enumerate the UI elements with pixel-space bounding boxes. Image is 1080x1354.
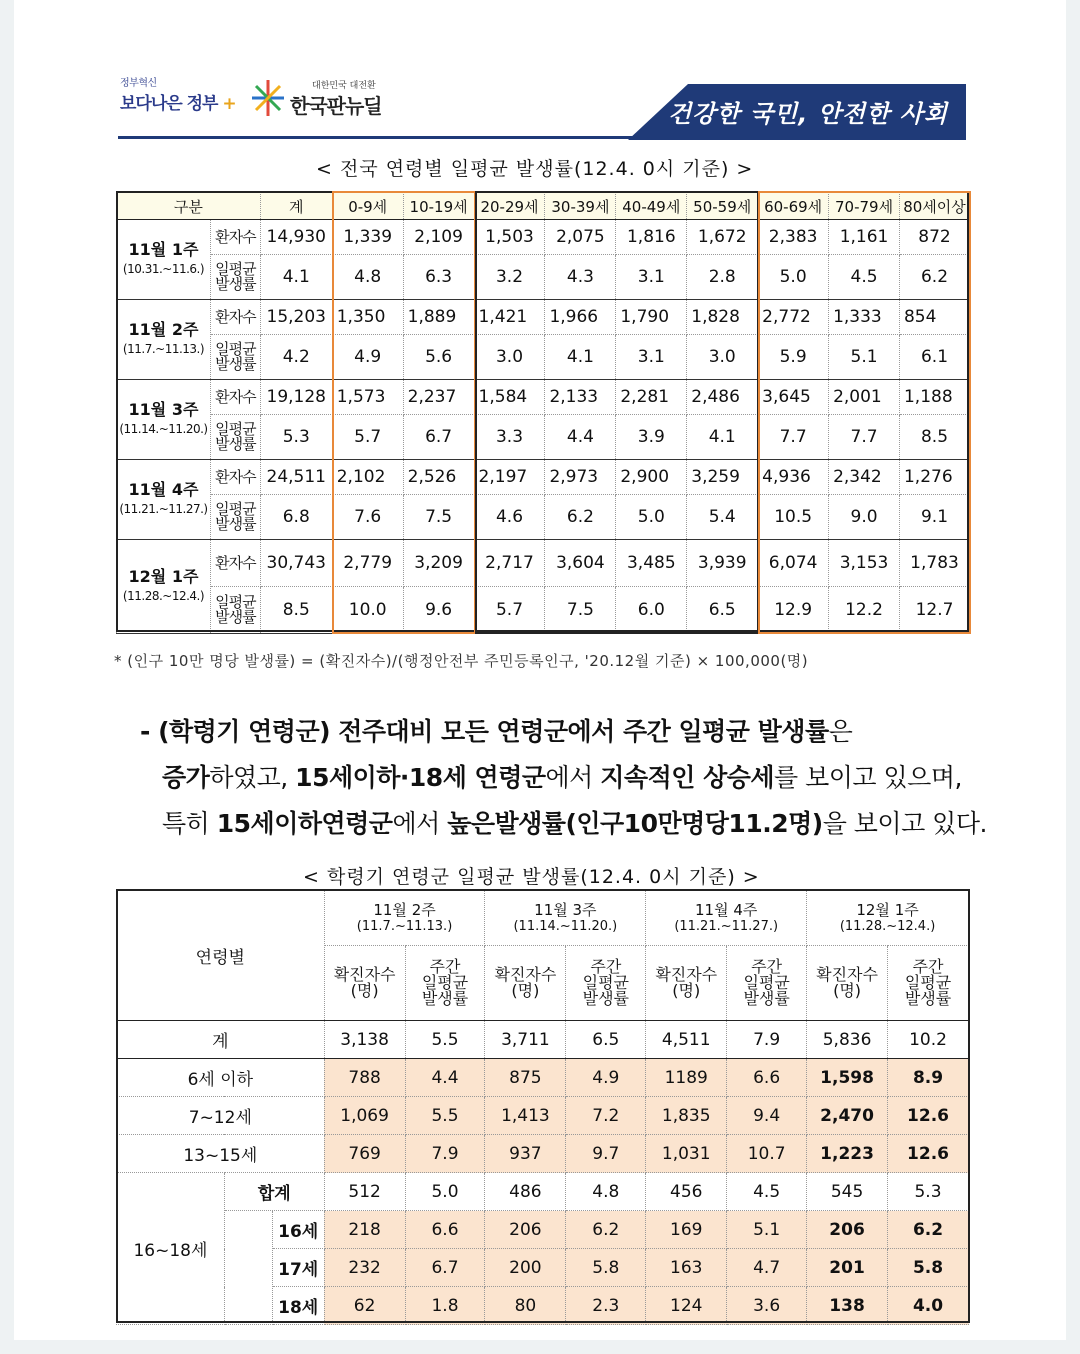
table2-sub-cases: 확진자수 (명) bbox=[324, 946, 405, 1021]
table1-cell: 3,153 bbox=[829, 540, 900, 587]
table1-cell: 1,828 bbox=[687, 300, 758, 335]
table2-cell: 3,711 bbox=[485, 1021, 566, 1059]
table1-cell: 9.0 bbox=[829, 495, 900, 540]
table1-cases-row bbox=[117, 300, 970, 335]
table1-cell: 7.6 bbox=[332, 495, 403, 540]
table2-cell: 124 bbox=[646, 1287, 727, 1325]
table2-cell: 6.5 bbox=[566, 1021, 646, 1059]
table1-cell: 2,075 bbox=[545, 220, 616, 255]
table1-cell: 2,102 bbox=[332, 460, 403, 495]
table1-cell: 2,526 bbox=[403, 460, 474, 495]
table2-group-spacer bbox=[224, 1211, 272, 1325]
table1-cell: 872 bbox=[899, 220, 969, 255]
table2-cell: 6.7 bbox=[405, 1249, 485, 1287]
table2-cell: 2,470 bbox=[807, 1097, 888, 1135]
table2-week-header: 11월 4주 (11.21.~11.27.) bbox=[646, 891, 807, 946]
table2-cell: 8.9 bbox=[888, 1059, 969, 1097]
table2-cell: 6.6 bbox=[727, 1059, 807, 1097]
table1-col-70-79: 70-79세 bbox=[829, 193, 900, 220]
table2-cell: 62 bbox=[324, 1287, 405, 1325]
table1-cell: 15,203 bbox=[260, 300, 332, 335]
table2-cell: 6.6 bbox=[405, 1211, 485, 1249]
table2-cell: 163 bbox=[646, 1249, 727, 1287]
table1-cell: 2,900 bbox=[616, 460, 687, 495]
table1-caption: < 전국 연령별 일평균 발생률(12.4. 0시 기준) > bbox=[316, 158, 754, 180]
table2-sub-rate: 주간 일평균 발생률 bbox=[405, 946, 485, 1021]
table2-cell: 201 bbox=[807, 1249, 888, 1287]
table2-header-row-1 bbox=[117, 891, 969, 946]
table2-cell: 9.7 bbox=[566, 1135, 646, 1173]
table1-cell: 6.3 bbox=[403, 255, 474, 300]
table1-col-80plus: 80세이상 bbox=[899, 193, 969, 220]
table1-cell: 1,966 bbox=[545, 300, 616, 335]
table2-cell: 7.2 bbox=[566, 1097, 646, 1135]
gov-innovation-logo bbox=[120, 74, 240, 124]
table2-cell: 875 bbox=[485, 1059, 566, 1097]
logo2-small-text: 대한민국 대전환 bbox=[312, 81, 376, 91]
table2-cell: 4.8 bbox=[566, 1173, 646, 1211]
table1-week-label: 11월 4주 (11.21.~11.27.) bbox=[117, 460, 211, 540]
table2-row bbox=[117, 1135, 969, 1173]
table1-rate-row bbox=[117, 587, 970, 634]
table1-cell: 10.5 bbox=[758, 495, 829, 540]
table2-cell: 4.9 bbox=[566, 1059, 646, 1097]
table2-row-label: 18세 bbox=[272, 1287, 324, 1325]
table1-cell: 4.6 bbox=[474, 495, 545, 540]
table2-cell: 10.2 bbox=[888, 1021, 969, 1059]
table2-week-header: 12월 1주 (11.28.~12.4.) bbox=[807, 891, 969, 946]
table1-cell: 7.7 bbox=[829, 415, 900, 460]
paragraph-line-1: - (학령기 연령군) 전주대비 모든 연령군에서 주간 일평균 발생률은 bbox=[140, 717, 853, 746]
table1-cell: 1,573 bbox=[332, 380, 403, 415]
table1-col-category: 구분 bbox=[117, 193, 261, 220]
table1-cell: 854 bbox=[899, 300, 969, 335]
table1-cell: 7.7 bbox=[758, 415, 829, 460]
table1-col-0-9: 0-9세 bbox=[332, 193, 403, 220]
table1-cell: 4,936 bbox=[758, 460, 829, 495]
table2-cell: 937 bbox=[485, 1135, 566, 1173]
table2-cell: 1.8 bbox=[405, 1287, 485, 1325]
slogan-banner bbox=[628, 84, 966, 140]
table1-cell: 4.5 bbox=[829, 255, 900, 300]
table2-cell: 4.5 bbox=[727, 1173, 807, 1211]
table1-rate-label: 일평균 발생률 bbox=[210, 495, 260, 540]
table1-cell: 4.1 bbox=[545, 335, 616, 380]
table1-cell: 3,259 bbox=[687, 460, 758, 495]
table2-sub-rate: 주간 일평균 발생률 bbox=[727, 946, 807, 1021]
table2-row-label: 6세 이하 bbox=[117, 1059, 325, 1097]
table1-cell: 14,930 bbox=[260, 220, 332, 255]
table1-cell: 1,783 bbox=[899, 540, 969, 587]
table1-cell: 6.2 bbox=[899, 255, 969, 300]
table1-cell: 3.0 bbox=[474, 335, 545, 380]
table1-cell: 4.8 bbox=[332, 255, 403, 300]
table2-cell: 138 bbox=[807, 1287, 888, 1325]
table2-cell: 1,598 bbox=[807, 1059, 888, 1097]
table2-cell: 6.2 bbox=[888, 1211, 969, 1249]
table1-cases-label: 환자수 bbox=[210, 380, 260, 415]
header-rule bbox=[118, 136, 966, 139]
table2-row-label: 13~15세 bbox=[117, 1135, 325, 1173]
table2-week-header: 11월 2주 (11.7.~11.13.) bbox=[324, 891, 485, 946]
table1-header-row bbox=[117, 193, 970, 220]
table1-cell: 2,717 bbox=[474, 540, 545, 587]
logo1-small-text: 정부혁신 bbox=[120, 78, 157, 89]
table2-cell: 3,138 bbox=[324, 1021, 405, 1059]
table1-week-label: 11월 2주 (11.7.~11.13.) bbox=[117, 300, 211, 380]
table1-col-50-59: 50-59세 bbox=[687, 193, 758, 220]
table2-row bbox=[117, 1021, 969, 1059]
table1-cell: 5.1 bbox=[829, 335, 900, 380]
table1-rate-label: 일평균 발생률 bbox=[210, 415, 260, 460]
table1-cell: 1,816 bbox=[616, 220, 687, 255]
table1-cell: 3,209 bbox=[403, 540, 474, 587]
table1-cell: 2,109 bbox=[403, 220, 474, 255]
table1-cell: 1,889 bbox=[403, 300, 474, 335]
table1-cell: 2,001 bbox=[829, 380, 900, 415]
table1-week-label: 11월 1주 (10.31.~11.6.) bbox=[117, 220, 211, 300]
table1-cell: 9.6 bbox=[403, 587, 474, 634]
table2-cell: 545 bbox=[807, 1173, 888, 1211]
table1-rate-label: 일평균 발생률 bbox=[210, 587, 260, 634]
table1-cell: 1,188 bbox=[899, 380, 969, 415]
table1-cell: 3,604 bbox=[545, 540, 616, 587]
table1-col-20-29: 20-29세 bbox=[474, 193, 545, 220]
table1-cell: 2,486 bbox=[687, 380, 758, 415]
new-deal-star-icon bbox=[250, 78, 286, 118]
table2-cell: 9.4 bbox=[727, 1097, 807, 1135]
table2-cell: 206 bbox=[485, 1211, 566, 1249]
table2-cell: 12.6 bbox=[888, 1097, 969, 1135]
table1-cell: 3.3 bbox=[474, 415, 545, 460]
table2-group-row bbox=[117, 1173, 969, 1211]
table1-cell: 24,511 bbox=[260, 460, 332, 495]
table2-sub-cases: 확진자수 (명) bbox=[807, 946, 888, 1021]
table2-cell: 7.9 bbox=[405, 1135, 485, 1173]
table1-cell: 3,645 bbox=[758, 380, 829, 415]
table2-cell: 4.7 bbox=[727, 1249, 807, 1287]
table1-cell: 5.6 bbox=[403, 335, 474, 380]
table1-cell: 4.2 bbox=[260, 335, 332, 380]
table1-cell: 4.1 bbox=[260, 255, 332, 300]
table1-cell: 1,503 bbox=[474, 220, 545, 255]
table2-week-header: 11월 3주 (11.14.~11.20.) bbox=[485, 891, 646, 946]
table1-cell: 5.0 bbox=[616, 495, 687, 540]
table1-cell: 6.0 bbox=[616, 587, 687, 634]
table1-rate-label: 일평균 발생률 bbox=[210, 255, 260, 300]
table2-cell: 5.5 bbox=[405, 1021, 485, 1059]
table1-cell: 2,779 bbox=[332, 540, 403, 587]
table1-cell: 5.7 bbox=[332, 415, 403, 460]
table2-cell: 1,069 bbox=[324, 1097, 405, 1135]
table2-cell: 1,031 bbox=[646, 1135, 727, 1173]
table1-col-40-49: 40-49세 bbox=[616, 193, 687, 220]
table1-cell: 12.7 bbox=[899, 587, 969, 634]
table1-cell: 4.3 bbox=[545, 255, 616, 300]
table1-cases-label: 환자수 bbox=[210, 540, 260, 587]
table1-cell: 1,421 bbox=[474, 300, 545, 335]
table2-row bbox=[117, 1059, 969, 1097]
table2-cell: 5.0 bbox=[405, 1173, 485, 1211]
table2-cell: 5.3 bbox=[888, 1173, 969, 1211]
table2-cell: 788 bbox=[324, 1059, 405, 1097]
table2-cell: 456 bbox=[646, 1173, 727, 1211]
table2-group-row bbox=[117, 1211, 969, 1249]
table1-cell: 2,383 bbox=[758, 220, 829, 255]
table1-cell: 5.3 bbox=[260, 415, 332, 460]
table1-rate-row bbox=[117, 495, 970, 540]
table1-cases-label: 환자수 bbox=[210, 300, 260, 335]
table1-cell: 7.5 bbox=[545, 587, 616, 634]
table1-cell: 3.0 bbox=[687, 335, 758, 380]
table1-cell: 4.9 bbox=[332, 335, 403, 380]
table1-week-label: 12월 1주 (11.28.~12.4.) bbox=[117, 540, 211, 634]
table2-cell: 486 bbox=[485, 1173, 566, 1211]
table1-cell: 3.9 bbox=[616, 415, 687, 460]
table2-sub-rate: 주간 일평균 발생률 bbox=[888, 946, 969, 1021]
table1-cell: 8.5 bbox=[899, 415, 969, 460]
table1-rate-row bbox=[117, 255, 970, 300]
table1-cell: 2,342 bbox=[829, 460, 900, 495]
table1-footnote: * (인구 10만 명당 발생률) = (확진자수)/(행정안전부 주민등록인구, '20.12월 기준) × 100,000(명) bbox=[114, 652, 809, 670]
logo1-big-text: 보다나은 정부 + bbox=[120, 94, 236, 114]
table2-cell: 769 bbox=[324, 1135, 405, 1173]
table2-cell: 12.6 bbox=[888, 1135, 969, 1173]
table1-col-60-69: 60-69세 bbox=[758, 193, 829, 220]
paragraph-line-2: 증가하였고, 15세이하·18세 연령군에서 지속적인 상승세를 보이고 있으며, bbox=[162, 763, 962, 792]
table1-cell: 5.0 bbox=[758, 255, 829, 300]
logo2-big-text: 한국판뉴딜 bbox=[290, 94, 382, 118]
table1-cell: 1,276 bbox=[899, 460, 969, 495]
table2-cell: 4.0 bbox=[888, 1287, 969, 1325]
table1-cell: 2,281 bbox=[616, 380, 687, 415]
table2-cell: 5.8 bbox=[566, 1249, 646, 1287]
table2-cell: 512 bbox=[324, 1173, 405, 1211]
table1-rate-row bbox=[117, 335, 970, 380]
table1-cell: 6,074 bbox=[758, 540, 829, 587]
table1-cases-row bbox=[117, 460, 970, 495]
table1-col-total: 계 bbox=[260, 193, 332, 220]
table2-cell: 5.1 bbox=[727, 1211, 807, 1249]
table2-cell: 218 bbox=[324, 1211, 405, 1249]
table1-cell: 2,133 bbox=[545, 380, 616, 415]
table1-cell: 12.2 bbox=[829, 587, 900, 634]
table2-sub-rate: 주간 일평균 발생률 bbox=[566, 946, 646, 1021]
table1-rate-label: 일평균 발생률 bbox=[210, 335, 260, 380]
table1-cell: 9.1 bbox=[899, 495, 969, 540]
table2-cell: 80 bbox=[485, 1287, 566, 1325]
table2-cell: 2.3 bbox=[566, 1287, 646, 1325]
paragraph-line-3: 특히 15세이하연령군에서 높은발생률(인구10만명당11.2명)을 보이고 있다. bbox=[162, 809, 987, 838]
table2-cell: 169 bbox=[646, 1211, 727, 1249]
table1-cell: 2,237 bbox=[403, 380, 474, 415]
table1-cell: 8.5 bbox=[260, 587, 332, 634]
table1-cell: 2,973 bbox=[545, 460, 616, 495]
table1-cell: 4.4 bbox=[545, 415, 616, 460]
table2-cell: 1,223 bbox=[807, 1135, 888, 1173]
bottom-frame bbox=[0, 1340, 1080, 1354]
school-age-rate-table bbox=[116, 890, 969, 1325]
table1-cases-label: 환자수 bbox=[210, 460, 260, 495]
age-rate-table bbox=[116, 192, 970, 634]
table1-col-30-39: 30-39세 bbox=[545, 193, 616, 220]
table1-cell: 1,790 bbox=[616, 300, 687, 335]
slogan-text: 건강한 국민, 안전한 사회 bbox=[667, 100, 948, 128]
table2-caption: < 학령기 연령군 일평균 발생률(12.4. 0시 기준) > bbox=[303, 866, 760, 888]
table2-cell: 4,511 bbox=[646, 1021, 727, 1059]
table1-cell: 30,743 bbox=[260, 540, 332, 587]
table1-cell: 1,350 bbox=[332, 300, 403, 335]
table2-cell: 232 bbox=[324, 1249, 405, 1287]
table1-cell: 2,197 bbox=[474, 460, 545, 495]
table1-cell: 19,128 bbox=[260, 380, 332, 415]
table1-cell: 3,939 bbox=[687, 540, 758, 587]
table1-cell: 4.1 bbox=[687, 415, 758, 460]
table2-row-label: 7~12세 bbox=[117, 1097, 325, 1135]
table2-cell: 5.8 bbox=[888, 1249, 969, 1287]
table1-cell: 12.9 bbox=[758, 587, 829, 634]
table1-cell: 1,161 bbox=[829, 220, 900, 255]
table2-sub-cases: 확진자수 (명) bbox=[485, 946, 566, 1021]
table1-cell: 6.8 bbox=[260, 495, 332, 540]
table2-cell: 1189 bbox=[646, 1059, 727, 1097]
table1-cell: 6.2 bbox=[545, 495, 616, 540]
new-deal-logo bbox=[250, 76, 400, 122]
table1-cell: 5.4 bbox=[687, 495, 758, 540]
table2-row-label: 16세 bbox=[272, 1211, 324, 1249]
table1-cell: 6.5 bbox=[687, 587, 758, 634]
table2-cell: 5.5 bbox=[405, 1097, 485, 1135]
table1-cell: 2.8 bbox=[687, 255, 758, 300]
table2-row-label: 17세 bbox=[272, 1249, 324, 1287]
table2-cell: 3.6 bbox=[727, 1287, 807, 1325]
left-frame bbox=[0, 0, 14, 1354]
table1-col-10-19: 10-19세 bbox=[403, 193, 474, 220]
table2-cell: 5,836 bbox=[807, 1021, 888, 1059]
table2-row-label: 합계 bbox=[224, 1173, 324, 1211]
table2-group-label: 16~18세 bbox=[117, 1173, 225, 1325]
table1-cases-row bbox=[117, 220, 970, 255]
table1-cell: 5.9 bbox=[758, 335, 829, 380]
table1-cell: 3.1 bbox=[616, 335, 687, 380]
table2-cell: 10.7 bbox=[727, 1135, 807, 1173]
table1-cell: 2,772 bbox=[758, 300, 829, 335]
table2-cell: 206 bbox=[807, 1211, 888, 1249]
table1-cell: 7.5 bbox=[403, 495, 474, 540]
table2-cell: 6.2 bbox=[566, 1211, 646, 1249]
table2-cell: 200 bbox=[485, 1249, 566, 1287]
table1-cell: 1,672 bbox=[687, 220, 758, 255]
table1-cell: 3.1 bbox=[616, 255, 687, 300]
table1-cases-row bbox=[117, 540, 970, 587]
table1-cell: 3,485 bbox=[616, 540, 687, 587]
table2-row bbox=[117, 1097, 969, 1135]
table1-cell: 1,333 bbox=[829, 300, 900, 335]
table2-cell: 1,835 bbox=[646, 1097, 727, 1135]
table2-cell: 4.4 bbox=[405, 1059, 485, 1097]
table1-rate-row bbox=[117, 415, 970, 460]
table2-cell: 1,413 bbox=[485, 1097, 566, 1135]
table1-cell: 1,339 bbox=[332, 220, 403, 255]
table1-cell: 6.7 bbox=[403, 415, 474, 460]
table1-cell: 3.2 bbox=[474, 255, 545, 300]
table1-cell: 10.0 bbox=[332, 587, 403, 634]
table2-sub-cases: 확진자수 (명) bbox=[646, 946, 727, 1021]
table1-cell: 1,584 bbox=[474, 380, 545, 415]
right-frame bbox=[1066, 0, 1080, 1354]
table2-cell: 7.9 bbox=[727, 1021, 807, 1059]
table1-cases-row bbox=[117, 380, 970, 415]
table2-col-age: 연령별 bbox=[117, 891, 325, 1021]
table1-cell: 5.7 bbox=[474, 587, 545, 634]
table1-cell: 6.1 bbox=[899, 335, 969, 380]
table1-cases-label: 환자수 bbox=[210, 220, 260, 255]
table2-row-label: 계 bbox=[117, 1021, 325, 1059]
table1-week-label: 11월 3주 (11.14.~11.20.) bbox=[117, 380, 211, 460]
